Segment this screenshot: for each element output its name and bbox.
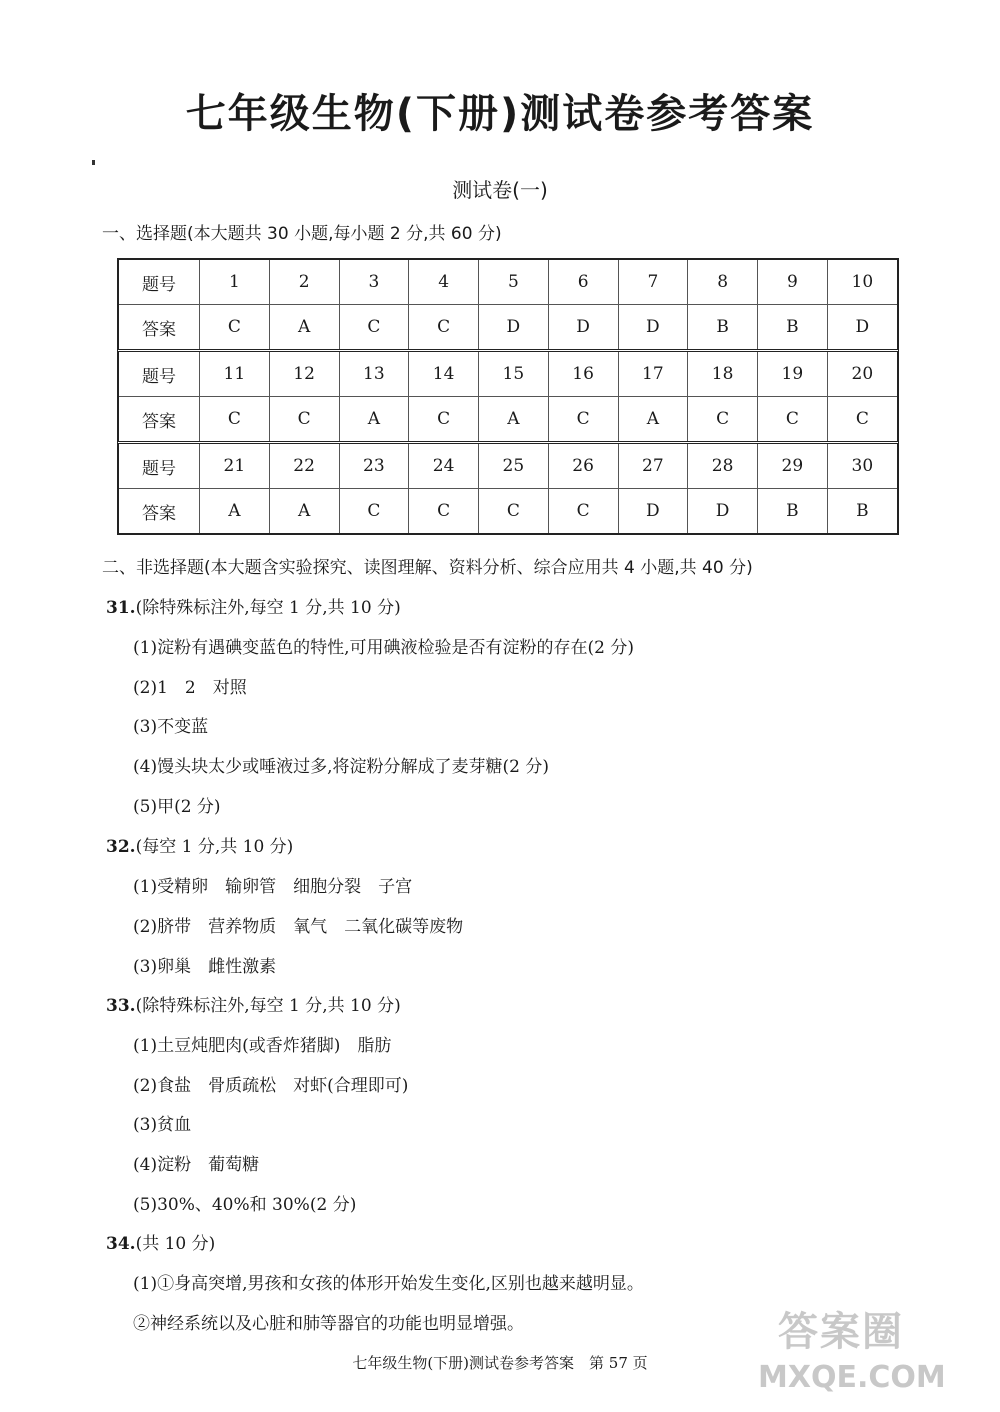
answer-cell: A: [479, 397, 549, 442]
question-number: 12: [269, 352, 339, 397]
question-number: 11: [200, 352, 270, 397]
answer-line: (4)淀粉 葡萄糖: [133, 1155, 260, 1175]
answer-line: (3)贫血: [133, 1115, 192, 1135]
answer-line: (3)卵巢 雌性激素: [133, 957, 277, 977]
answer-cell: C: [548, 397, 618, 442]
answer-cell: C: [339, 489, 409, 534]
question-number: 3: [339, 260, 409, 305]
watermark-logo: 答案圈: [778, 1309, 904, 1355]
answer-cell: C: [758, 397, 828, 442]
question-number: 7: [618, 260, 688, 305]
answer-cell: B: [758, 305, 828, 350]
question-number: 30: [827, 444, 897, 489]
question-note: (每空 1 分,共 10 分): [135, 837, 294, 857]
question-31-heading: [106, 593, 401, 618]
answer-line: (5)30%、40%和 30%(2 分): [133, 1195, 357, 1215]
table-row-answers: [119, 305, 897, 350]
page-footer: 七年级生物(下册)测试卷参考答案 第 57 页: [352, 1354, 648, 1372]
question-number: 1: [200, 260, 270, 305]
question-number: 29: [758, 444, 828, 489]
question-number-label: 33.: [106, 996, 136, 1016]
row-label: 答案: [119, 397, 200, 442]
answer-cell: C: [269, 397, 339, 442]
question-note: (共 10 分): [135, 1234, 216, 1254]
answer-cell: B: [688, 305, 758, 350]
row-label: 题号: [119, 444, 200, 489]
question-number: 9: [758, 260, 828, 305]
answer-line: (1)淀粉有遇碘变蓝色的特性,可用碘液检验是否有淀粉的存在(2 分): [133, 638, 634, 658]
answer-table-block-1: [117, 258, 899, 349]
row-label: 题号: [119, 260, 200, 305]
test-subtitle: 测试卷(一): [452, 178, 548, 202]
question-number: 25: [479, 444, 549, 489]
answer-line: (2)脐带 营养物质 氧气 二氧化碳等废物: [133, 917, 464, 937]
answer-cell: C: [479, 489, 549, 534]
question-number: 8: [688, 260, 758, 305]
answer-cell: D: [618, 305, 688, 350]
table-row-numbers: [119, 352, 897, 397]
answer-line: (4)馒头块太少或唾液过多,将淀粉分解成了麦芽糖(2 分): [133, 757, 549, 777]
question-number: 26: [548, 444, 618, 489]
answer-line: ②神经系统以及心脏和肺等器官的功能也明显增强。: [133, 1314, 524, 1334]
question-number: 19: [758, 352, 828, 397]
section-1-heading: 一、选择题(本大题共 30 小题,每小题 2 分,共 60 分): [102, 224, 502, 244]
answer-cell: C: [409, 305, 479, 350]
answer-cell: B: [827, 489, 897, 534]
watermark-url: MXQE.COM: [758, 1360, 946, 1395]
answer-line: (5)甲(2 分): [133, 797, 221, 817]
row-label: 答案: [119, 305, 200, 350]
question-number: 24: [409, 444, 479, 489]
answer-cell: C: [200, 397, 270, 442]
answer-cell: C: [409, 397, 479, 442]
question-note: (除特殊标注外,每空 1 分,共 10 分): [135, 996, 401, 1016]
question-number: 20: [827, 352, 897, 397]
answer-cell: D: [827, 305, 897, 350]
question-number: 16: [548, 352, 618, 397]
answer-cell: D: [548, 305, 618, 350]
question-number: 4: [409, 260, 479, 305]
question-note: (除特殊标注外,每空 1 分,共 10 分): [135, 598, 401, 618]
question-number: 18: [688, 352, 758, 397]
question-number: 27: [618, 444, 688, 489]
question-number: 2: [269, 260, 339, 305]
answer-line: (1)土豆炖肥肉(或香炸猪脚) 脂肪: [133, 1036, 392, 1056]
question-number: 17: [618, 352, 688, 397]
question-number: 15: [479, 352, 549, 397]
question-number: 23: [339, 444, 409, 489]
question-32-heading: [106, 832, 293, 857]
row-label: 题号: [119, 352, 200, 397]
question-number: 14: [409, 352, 479, 397]
answer-table-block-3: [117, 441, 899, 535]
question-number: 5: [479, 260, 549, 305]
question-number: 13: [339, 352, 409, 397]
question-number: 21: [200, 444, 270, 489]
question-number: 22: [269, 444, 339, 489]
question-34-heading: [106, 1229, 215, 1254]
section-2-heading: 二、非选择题(本大题含实验探究、读图理解、资料分析、综合应用共 4 小题,共 40 分): [102, 558, 753, 578]
answer-line: (1)受精卵 输卵管 细胞分裂 子宫: [133, 877, 413, 897]
page-title: 七年级生物(下册)测试卷参考答案: [185, 91, 815, 137]
answer-line: (2)食盐 骨质疏松 对虾(合理即可): [133, 1076, 409, 1096]
answer-cell: C: [548, 489, 618, 534]
answer-cell: C: [688, 397, 758, 442]
question-number-label: 32.: [106, 837, 136, 857]
answer-cell: A: [618, 397, 688, 442]
question-33-heading: [106, 991, 401, 1016]
answer-line: (2)1 2 对照: [133, 678, 247, 698]
answer-cell: A: [269, 305, 339, 350]
answer-cell: A: [269, 489, 339, 534]
table-row-answers: [119, 489, 897, 534]
table-row-numbers: [119, 260, 897, 305]
question-number-label: 34.: [106, 1234, 136, 1254]
answer-cell: A: [200, 489, 270, 534]
question-number-label: 31.: [106, 598, 136, 618]
table-row-answers: [119, 397, 897, 442]
answer-cell: C: [827, 397, 897, 442]
answer-cell: C: [200, 305, 270, 350]
ink-speck: [92, 160, 95, 165]
answer-cell: D: [618, 489, 688, 534]
answer-line: (1)①身高突增,男孩和女孩的体形开始发生变化,区别也越来越明显。: [133, 1274, 644, 1294]
answer-cell: A: [339, 397, 409, 442]
watermark: [758, 1300, 988, 1400]
answer-cell: C: [409, 489, 479, 534]
answer-cell: B: [758, 489, 828, 534]
question-number: 10: [827, 260, 897, 305]
answer-cell: D: [688, 489, 758, 534]
row-label: 答案: [119, 489, 200, 534]
question-number: 6: [548, 260, 618, 305]
answer-cell: D: [479, 305, 549, 350]
question-number: 28: [688, 444, 758, 489]
table-row-numbers: [119, 444, 897, 489]
answer-cell: C: [339, 305, 409, 350]
answer-table-block-2: [117, 349, 899, 441]
answer-line: (3)不变蓝: [133, 717, 209, 737]
